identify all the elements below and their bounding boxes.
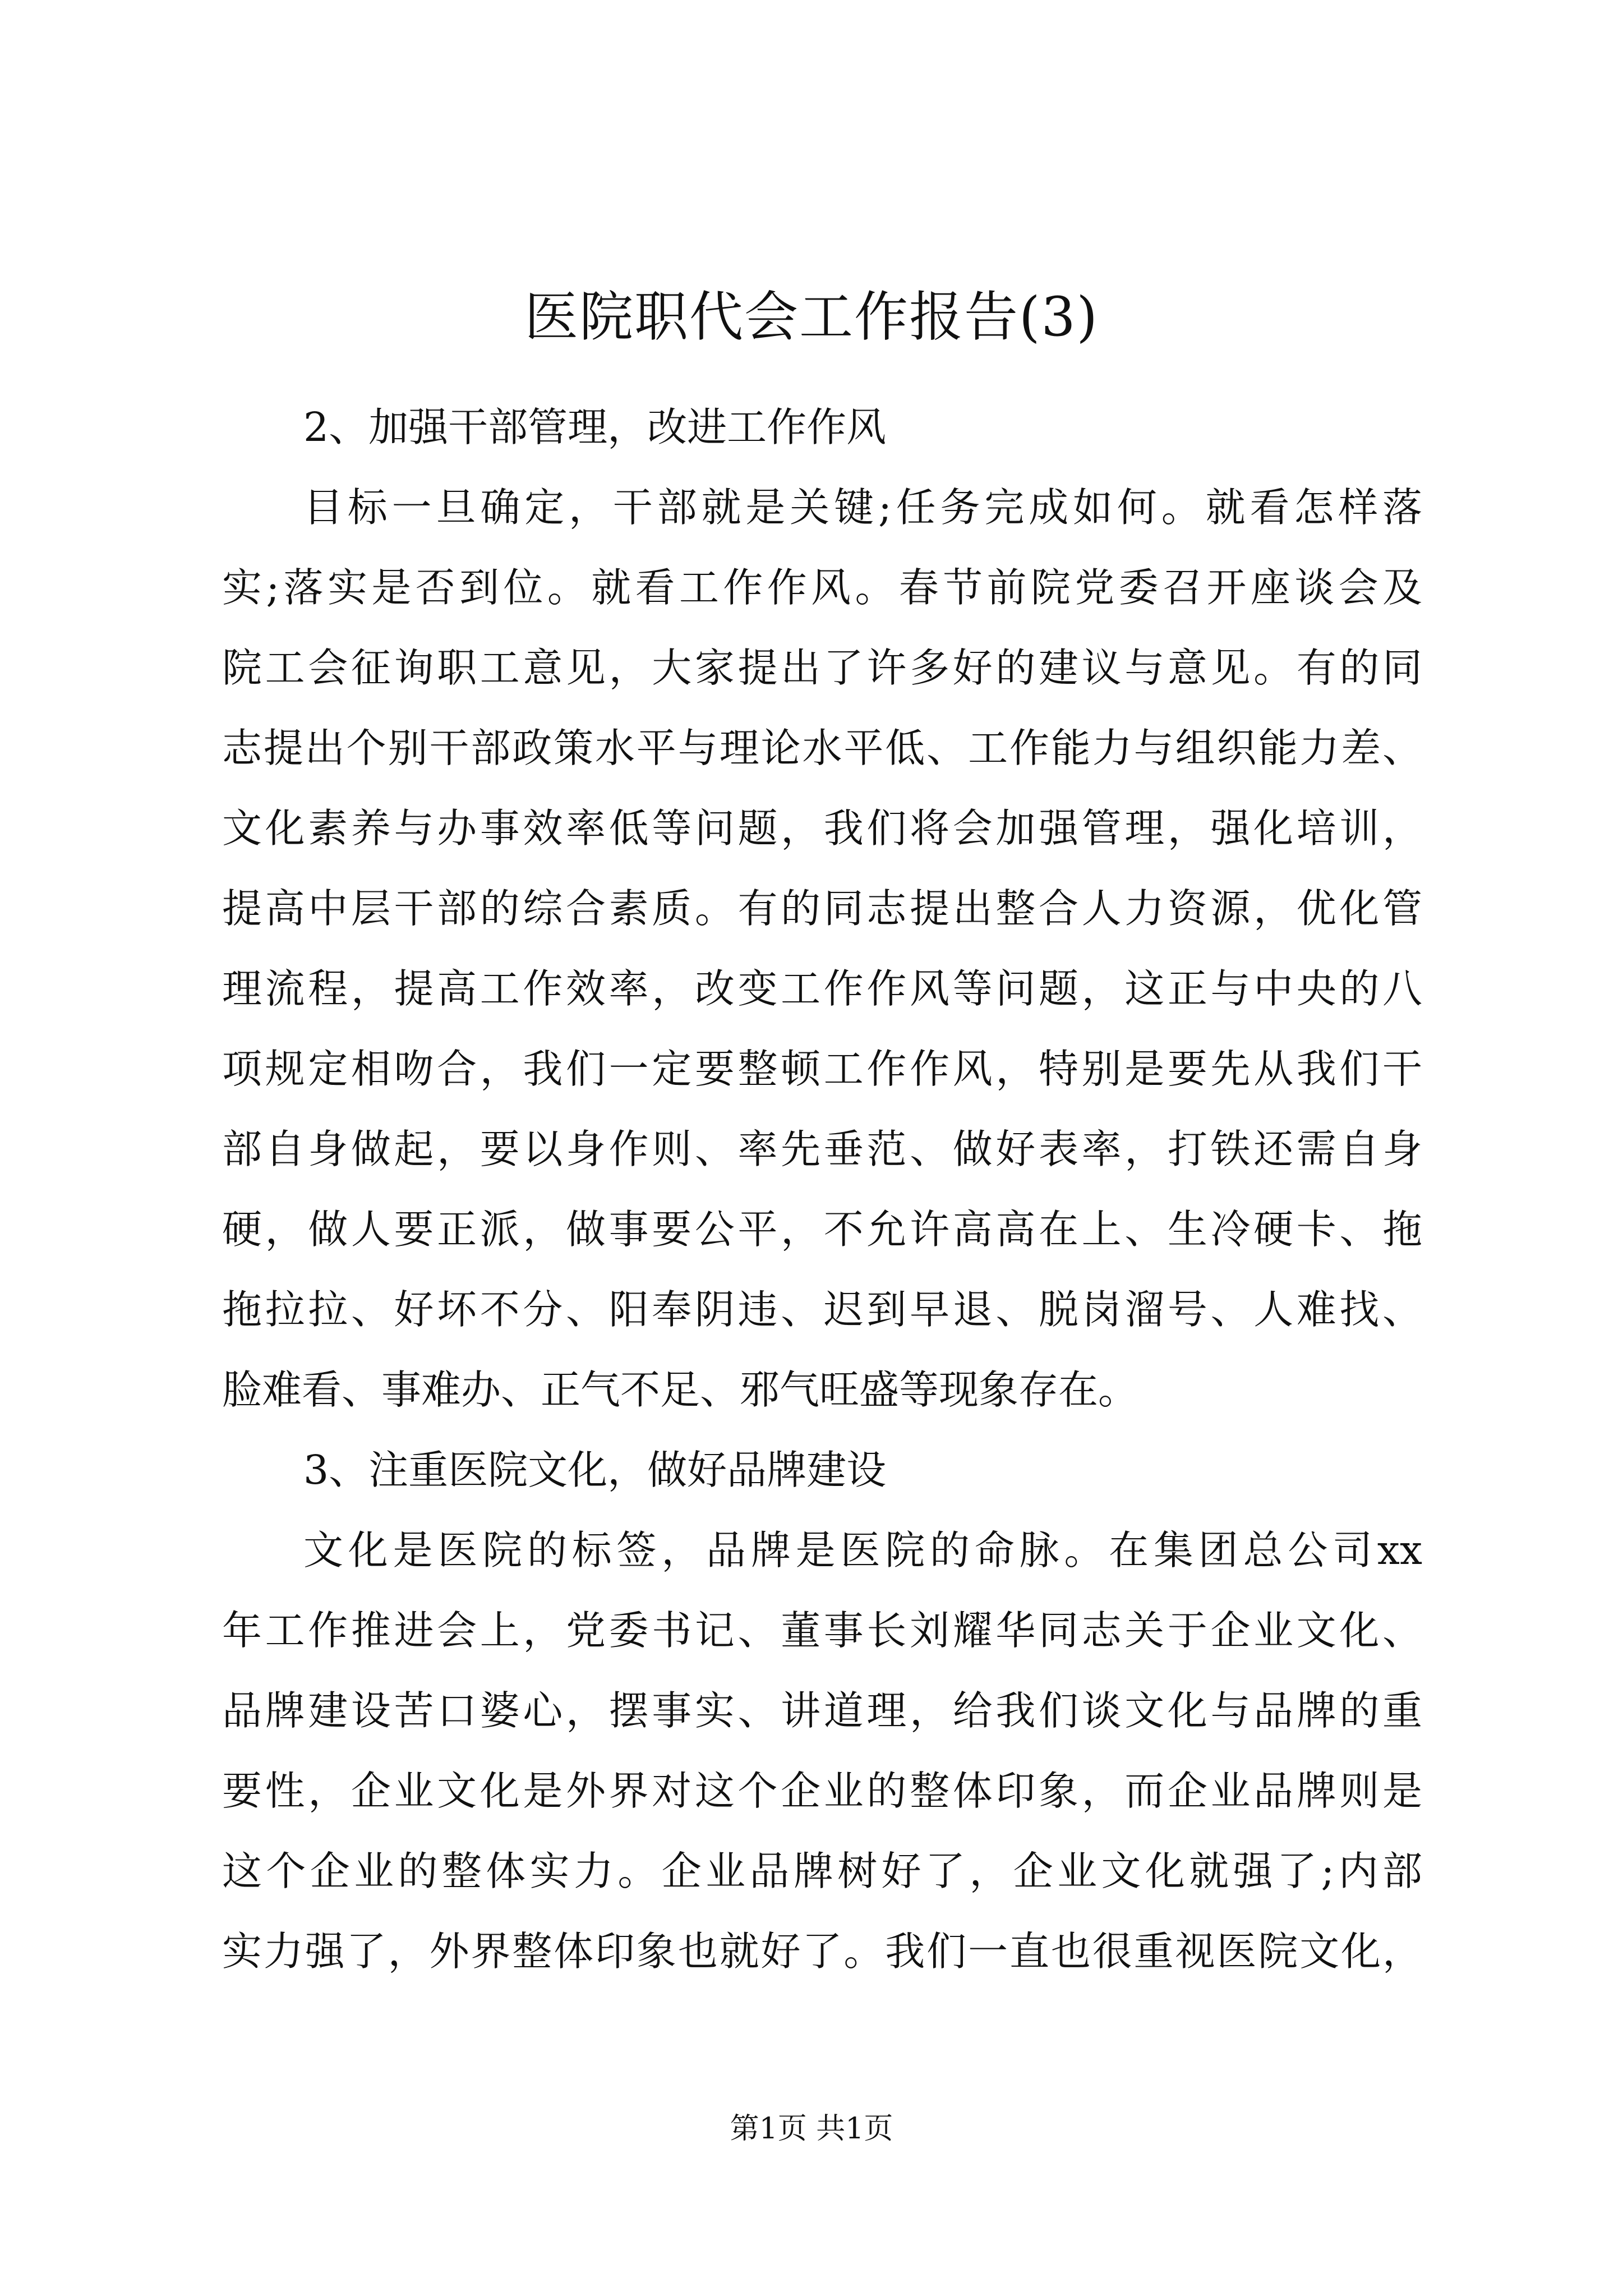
body-line: 要性，企业文化是外界对这个企业的整体印象，而企业品牌则是: [222, 1768, 1422, 1814]
body-line: 文化是医院的标签，品牌是医院的命脉。在集团总公司xx: [303, 1527, 1422, 1573]
body-line: 提高中层干部的综合素质。有的同志提出整合人力资源，优化管: [222, 885, 1422, 932]
body-line: 部自身做起，要以身作则、率先垂范、做好表率，打铁还需自身: [222, 1126, 1422, 1172]
body-line: 实力强了，外界整体印象也就好了。我们一直也很重视医院文化，: [222, 1928, 1422, 1975]
body-line: 理流程，提高工作效率，改变工作作风等问题，这正与中央的八: [222, 965, 1422, 1012]
body-line: 3、注重医院文化，做好品牌建设: [303, 1447, 887, 1493]
body-line: 脸难看、事难办、正气不足、邪气旺盛等现象存在。: [222, 1366, 1138, 1413]
document-title: 医院职代会工作报告(3): [524, 286, 1099, 348]
body-line: 品牌建设苦口婆心，摆事实、讲道理，给我们谈文化与品牌的重: [222, 1687, 1422, 1734]
body-line: 年工作推进会上，党委书记、董事长刘耀华同志关于企业文化、: [222, 1607, 1422, 1654]
body-line: 硬，做人要正派，做事要公平，不允许高高在上、生冷硬卡、拖: [222, 1206, 1422, 1253]
document-body: [222, 387, 1422, 1991]
body-line: 这个企业的整体实力。企业品牌树好了，企业文化就强了;内部: [222, 1848, 1422, 1894]
body-line: 项规定相吻合，我们一定要整顿工作作风，特别是要先从我们干: [222, 1046, 1422, 1092]
body-line: 2、加强干部管理，改进工作作风: [303, 404, 887, 450]
page-footer: 第1页 共1页: [730, 2112, 893, 2146]
body-line: 志提出个别干部政策水平与理论水平低、工作能力与组织能力差、: [222, 725, 1422, 771]
body-line: 院工会征询职工意见，大家提出了许多好的建议与意见。有的同: [222, 645, 1422, 691]
body-line: 目标一旦确定，干部就是关键;任务完成如何。就看怎样落: [303, 484, 1422, 531]
body-line: 实;落实是否到位。就看工作作风。春节前院党委召开座谈会及: [222, 564, 1422, 611]
body-line: 拖拉拉、好坏不分、阳奉阴违、迟到早退、脱岗溜号、人难找、: [222, 1286, 1422, 1333]
body-line: 文化素养与办事效率低等问题，我们将会加强管理，强化培训，: [222, 805, 1422, 852]
